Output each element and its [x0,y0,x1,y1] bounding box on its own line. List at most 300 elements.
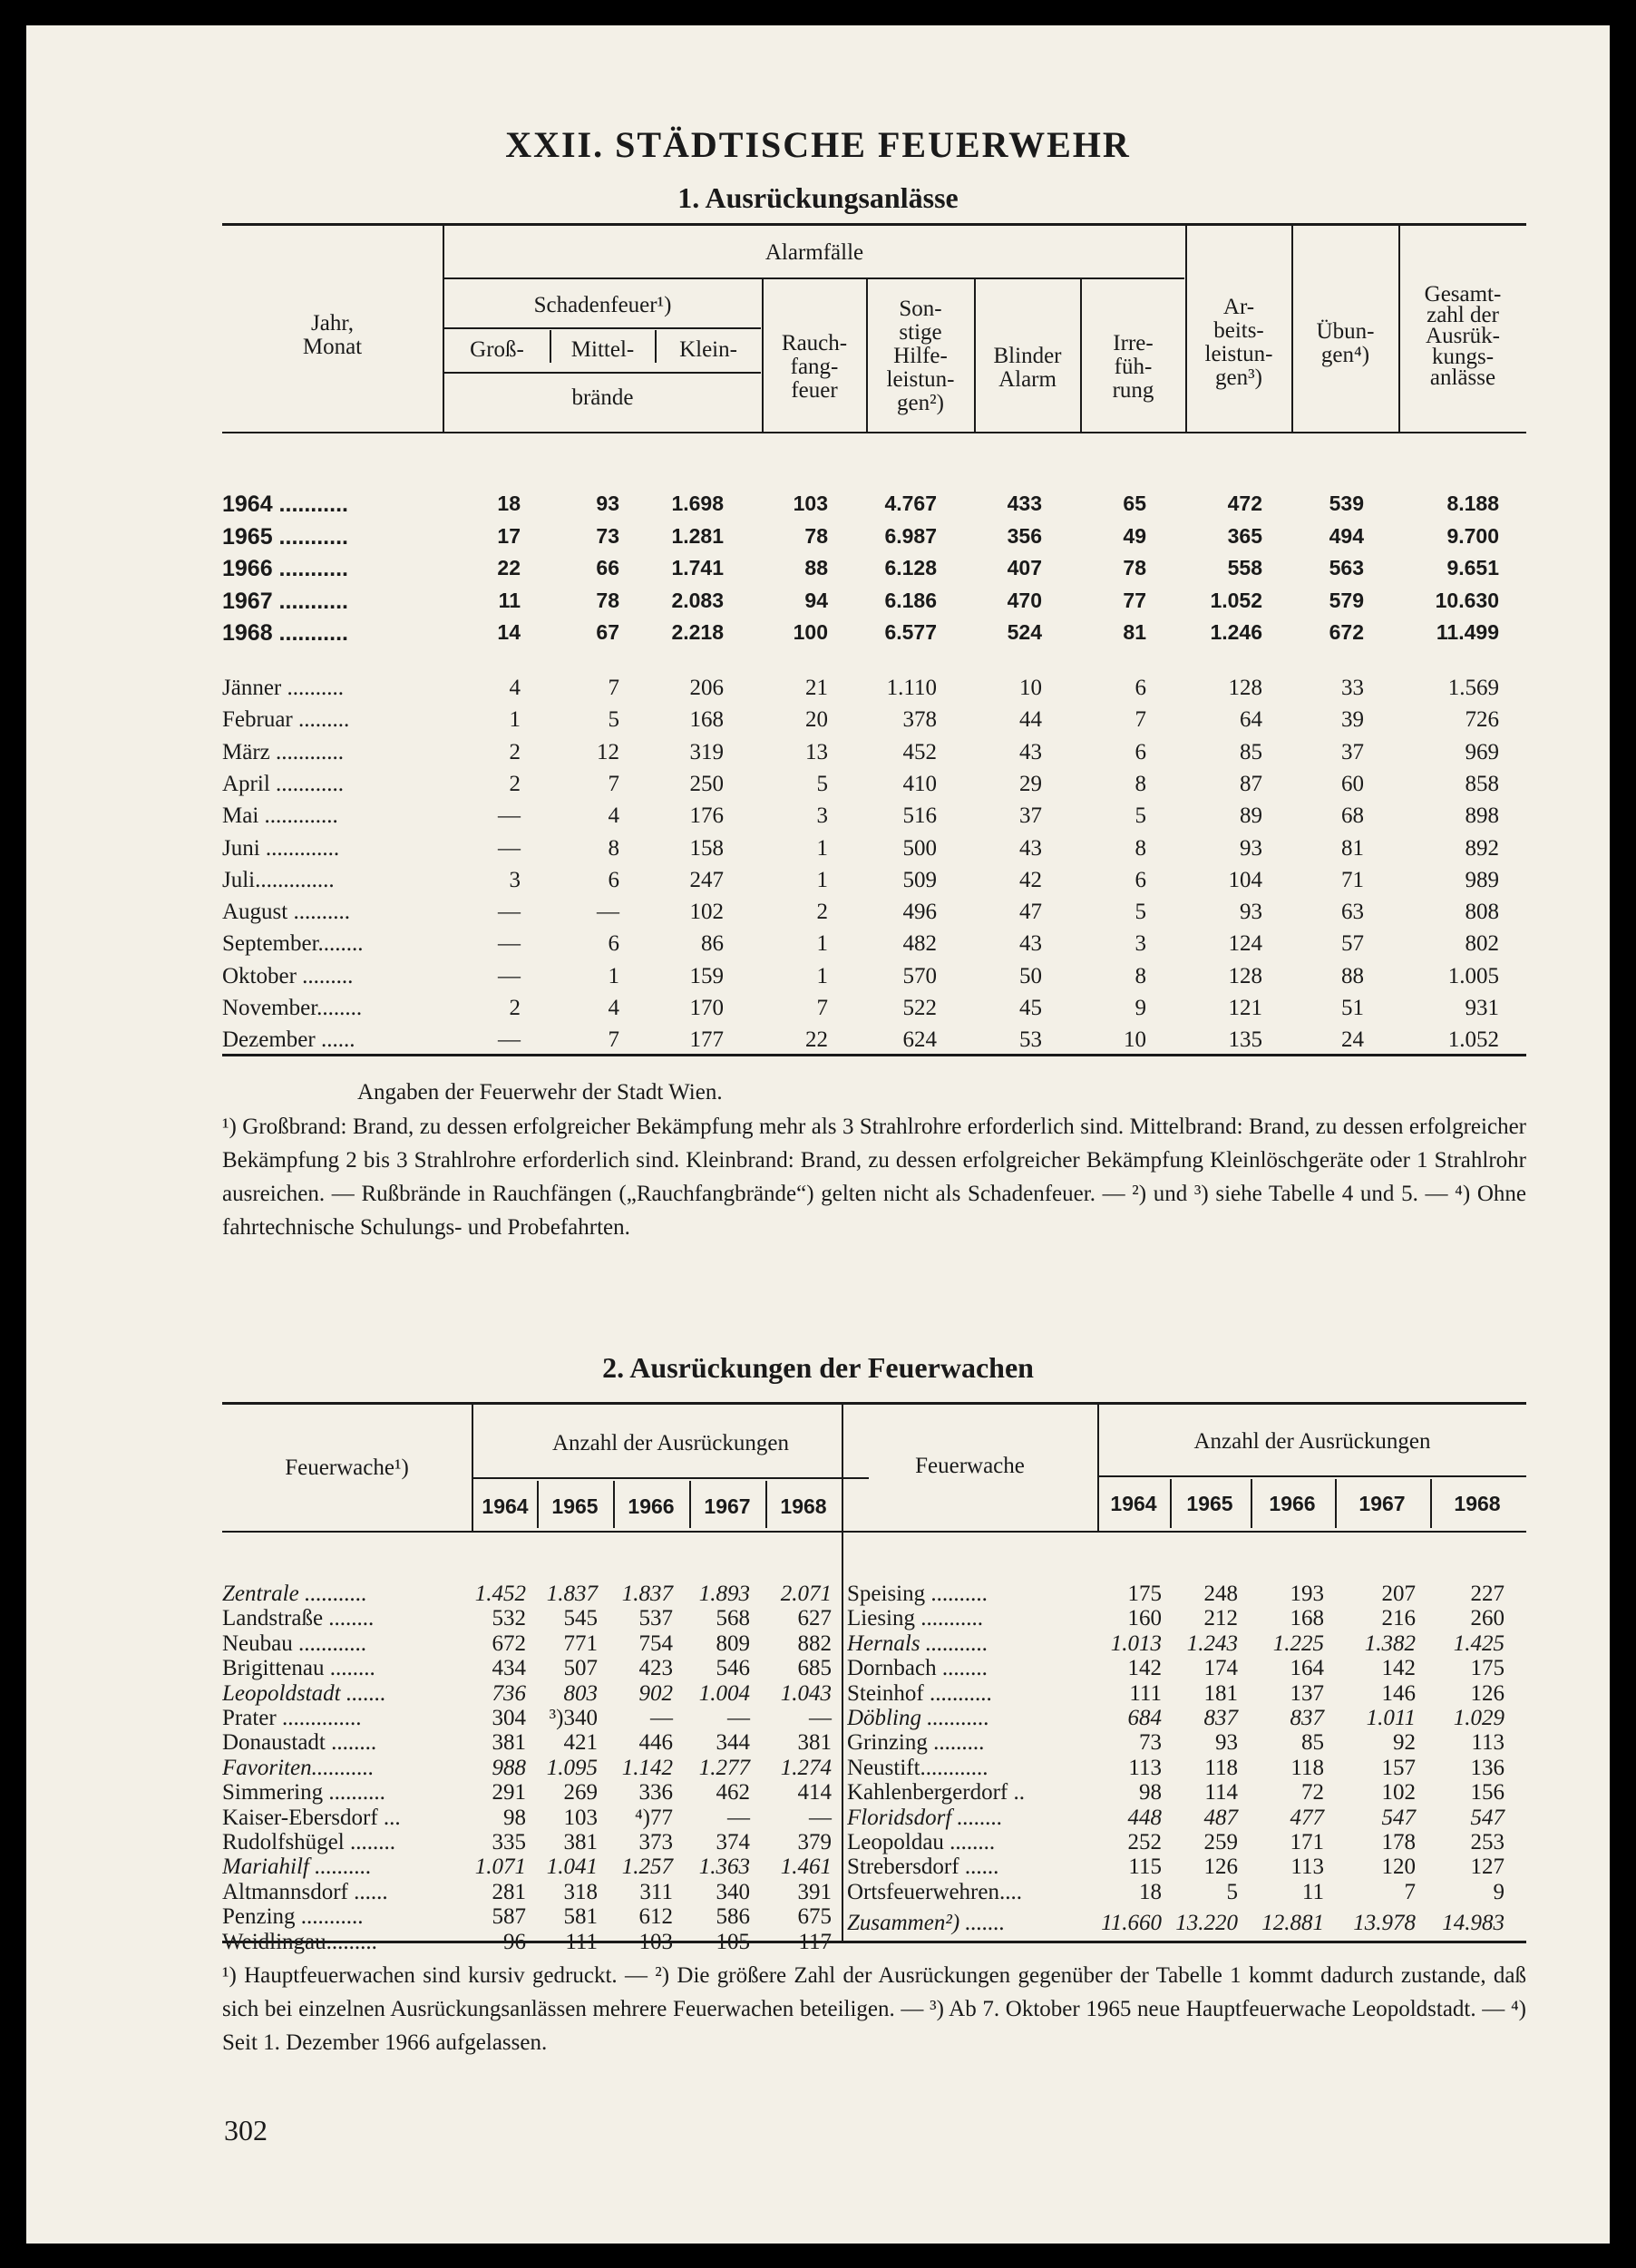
station-row-label: Donaustadt ........ [222,1730,377,1756]
station-row-cell: 581 [563,1904,598,1930]
station-row-cell: 114 [1204,1780,1238,1806]
year-row-cell: 81 [1123,620,1146,644]
year-row-cell: 9.651 [1446,556,1499,579]
station-row-cell: 96 [503,1929,526,1954]
station-row-cell: 5 [1226,1879,1238,1904]
year-row-cell: 88 [804,556,828,579]
station-row-cell: 9 [1493,1879,1505,1904]
table2-right-group-header: Anzahl der Ausrückungen [1193,1429,1431,1454]
header-blinder-alarm: Blinder Alarm [993,344,1062,392]
header-klein: Klein- [679,337,737,362]
month-row-label: Jänner .......... [222,676,344,700]
month-row-cell: 4 [608,803,619,829]
station-row-cell: 73 [1139,1730,1162,1756]
station-row-cell: 181 [1203,1680,1238,1706]
station-row-cell: 391 [797,1879,832,1904]
station-row-cell: 157 [1381,1755,1416,1780]
station-row-label: Liesing ........... [847,1606,983,1631]
table2-right-year-header: 1964 [1110,1492,1157,1515]
month-row-cell: 44 [1019,707,1042,733]
station-row-cell: 809 [716,1630,750,1656]
station-row-cell: 1.425 [1453,1630,1505,1656]
station-row-cell: 146 [1381,1680,1416,1706]
station-row-label: Hernals ........... [847,1630,988,1656]
station-row-cell: 882 [797,1630,832,1656]
month-row-cell: 482 [902,931,937,957]
station-row-cell: 7 [1404,1879,1416,1904]
year-row-cell: 103 [793,492,828,515]
month-row-cell: 6 [1134,739,1146,764]
month-row-cell: 33 [1341,676,1364,700]
year-row-cell: 8.188 [1446,492,1499,515]
year-row-cell: 77 [1123,588,1146,612]
station-row-label: Rudolfshügel ........ [222,1830,395,1854]
month-row-cell: 1.052 [1447,1027,1499,1053]
station-row-label: Brigittenau ........ [222,1656,375,1681]
total-row-cell: 11.660 [1101,1911,1162,1935]
month-row-cell: 12 [597,739,619,764]
station-row-cell: 178 [1381,1830,1416,1854]
table2-title: 2. Ausrückungen der Feuerwachen [602,1351,1034,1384]
header-rauchfangfeuer: Rauch- fang- feuer [781,331,848,403]
month-row-cell: 6 [1134,867,1146,892]
year-row-cell: 49 [1123,523,1146,548]
station-row-cell: 102 [1381,1780,1416,1806]
year-row-cell: 11 [498,588,521,612]
station-row-cell: 1.071 [474,1854,526,1880]
month-row-cell: 158 [689,835,724,861]
month-row-cell: 522 [902,996,937,1020]
month-row-cell: 124 [1228,931,1262,957]
month-row-cell: 128 [1228,676,1262,700]
month-row-cell: 500 [902,835,937,861]
station-row-cell: 902 [638,1680,673,1706]
station-row-cell: 1.893 [698,1582,750,1606]
year-row-cell: 17 [497,523,521,548]
year-row-label: 1964 ........... [222,492,348,517]
month-row-label: April ............ [222,771,345,796]
month-row-cell: 509 [902,867,937,892]
month-row-cell: 2 [816,900,828,925]
station-row-cell: 291 [492,1780,526,1806]
month-row-cell: 29 [1019,771,1042,796]
station-row-cell: 373 [638,1830,673,1854]
month-row-cell: 7 [608,1027,619,1053]
year-row-label: 1968 ........... [222,620,348,646]
station-row-cell: 142 [1381,1656,1416,1681]
month-row-cell: 1.005 [1447,963,1499,988]
header-jahr-monat: Jahr, Monat [302,311,363,359]
month-row-label: Februar ......... [222,707,350,733]
year-row-cell: 365 [1227,523,1262,548]
month-row-cell: 45 [1019,996,1042,1020]
month-row-cell: 93 [1240,835,1262,861]
station-row-cell: 227 [1470,1582,1505,1606]
station-row-cell: — [650,1706,673,1730]
month-row-label: August .......... [222,900,350,925]
station-row-cell: 672 [492,1630,526,1656]
month-row-label: September........ [222,931,364,957]
station-row-cell: 381 [797,1730,832,1756]
month-row-cell: 4 [509,676,521,700]
station-row-cell: 344 [716,1730,750,1756]
station-row-cell: 421 [563,1730,598,1756]
station-row-label: Steinhof ........... [847,1680,992,1706]
month-row-cell: 570 [902,963,937,988]
station-row-cell: 111 [565,1929,598,1954]
station-row-cell: 1.274 [780,1755,832,1780]
month-row-cell: 21 [805,676,828,700]
station-row-cell: 212 [1203,1606,1238,1631]
month-row-cell: 6 [608,931,619,957]
month-row-cell: 1 [509,707,521,733]
station-row-label: Prater .............. [222,1706,362,1730]
year-row-cell: 18 [497,492,521,515]
station-row-cell: 532 [492,1606,526,1631]
table2-footnote: ¹) Hauptfeuerwachen sind kursiv gedruckt. — ²) Die größere Zahl der Ausrückungen gegenüber der Tabelle 1 kommt dadurch zustande, daß sich bei einzelnen Ausrückungsanlässen mehrere Feuerwachen beteiligen. — ³) Ab 7. Oktober 1965 neue Hauptfeuerwache Leopoldstadt. — ⁴) Seit 1. Dezember 1966 aufgelassen. [222,1963,1526,2055]
year-row-cell: 433 [1007,492,1042,515]
month-row-cell: 43 [1019,931,1042,957]
station-row-cell: 136 [1470,1755,1505,1780]
month-row-cell: 1 [816,963,828,988]
month-row-cell: 57 [1341,931,1364,957]
month-row-cell: — [597,900,619,925]
month-row-cell: 47 [1019,900,1042,925]
total-row-cell: 13.978 [1353,1911,1416,1935]
station-row-cell: 118 [1204,1755,1238,1780]
station-row-cell: 117 [798,1929,832,1954]
total-row-cell: 13.220 [1175,1911,1238,1935]
year-row-cell: 9.700 [1446,523,1499,548]
station-row-label: Favoriten........... [222,1755,375,1780]
year-row-cell: 78 [596,588,619,612]
month-row-cell: 1 [816,835,828,861]
month-row-cell: 37 [1019,803,1042,829]
station-row-cell: 1.013 [1110,1630,1162,1656]
station-row-cell: 98 [503,1805,526,1830]
station-row-cell: 142 [1127,1656,1162,1681]
station-row-cell: 423 [638,1656,673,1681]
station-row-cell: 537 [638,1606,673,1631]
station-row-cell: 1.043 [780,1680,832,1706]
month-row-cell: 8 [1134,835,1146,861]
station-row-label: Neubau ............ [222,1630,366,1656]
station-row-cell: 98 [1139,1780,1162,1806]
station-row-cell: 837 [1203,1706,1238,1730]
station-row-cell: 304 [492,1706,526,1730]
station-row-cell: 1.142 [621,1755,673,1780]
month-row-cell: 5 [608,707,619,733]
station-row-label: Landstraße ........ [222,1606,375,1631]
station-row-cell: 1.363 [698,1854,750,1880]
station-row-cell: 1.243 [1186,1630,1238,1656]
year-row-cell: 66 [596,556,619,579]
year-row-cell: 539 [1329,492,1364,515]
year-row-cell: 407 [1007,556,1042,579]
month-row-cell: 6 [608,867,619,892]
month-row-cell: 71 [1341,867,1364,892]
table2-right-year-header: 1966 [1269,1492,1316,1515]
month-row-cell: 726 [1465,707,1499,733]
station-row-cell: 1.257 [621,1854,673,1880]
station-row-label: Kahlenbergerdorf .. [847,1780,1025,1806]
station-row-cell: 684 [1127,1706,1162,1730]
month-row-cell: 63 [1341,900,1364,925]
header-alarmfaelle: Alarmfälle [764,240,864,265]
station-row-cell: 434 [492,1656,526,1681]
station-row-cell: 446 [638,1730,673,1756]
page-number: 302 [224,2114,268,2146]
station-row-cell: 126 [1470,1680,1505,1706]
station-row-label: Mariahilf .......... [222,1854,372,1880]
station-row-cell: 85 [1301,1730,1324,1756]
month-row-label: Mai ............. [222,803,338,829]
month-row-label: Oktober ......... [222,963,354,988]
year-row-cell: 67 [596,620,619,644]
station-row-cell: 216 [1381,1606,1416,1631]
month-row-cell: 247 [689,867,724,892]
year-row-cell: 6.186 [884,588,937,612]
station-row-cell: 381 [492,1730,526,1756]
station-row-cell: 193 [1290,1582,1324,1606]
station-row-cell: 771 [563,1630,598,1656]
month-row-label: November........ [222,996,363,1020]
month-row-cell: 6 [1134,676,1146,700]
station-row-cell: 2.071 [780,1582,832,1606]
year-row-cell: 1.741 [671,556,724,579]
year-row-label: 1966 ........... [222,556,348,581]
month-row-cell: — [498,963,521,988]
station-row-cell: 175 [1127,1582,1162,1606]
year-row-cell: 65 [1123,492,1146,515]
station-row-label: Ortsfeuerwehren.... [847,1879,1022,1904]
month-row-label: Juli.............. [222,867,335,892]
month-row-cell: 4 [608,996,619,1020]
header-sonstige-hilfeleistungen: Son- stige Hilfe- leistun- gen²) [886,297,955,415]
month-row-cell: 1.110 [886,676,937,700]
station-row-cell: 340 [716,1879,750,1904]
month-row-cell: 87 [1240,771,1262,796]
month-row-cell: 68 [1341,803,1364,829]
year-row-cell: 470 [1007,588,1042,612]
station-row-label: Altmannsdorf ...... [222,1879,388,1904]
station-row-label: Döbling ........... [847,1706,989,1730]
month-row-cell: 7 [608,771,619,796]
year-row-cell: 1.281 [671,523,724,548]
station-row-cell: 545 [563,1606,598,1631]
month-row-cell: 22 [805,1027,828,1053]
month-row-cell: 7 [816,996,828,1020]
year-row-cell: 100 [793,620,828,644]
table2-right-year-header: 1967 [1358,1492,1406,1515]
station-row-cell: 171 [1290,1830,1324,1854]
month-row-cell: 176 [689,803,724,829]
station-row-cell: 253 [1470,1830,1505,1854]
station-row-cell: 803 [563,1680,598,1706]
header-irrefuehrung: Irre- füh- rung [1112,331,1154,403]
year-row-cell: 1.246 [1210,620,1262,644]
station-row-cell: 207 [1381,1582,1416,1606]
year-row-cell: 11.499 [1436,620,1499,644]
month-row-cell: 121 [1228,996,1262,1020]
station-row-cell: 1.277 [698,1755,750,1780]
station-row-cell: 113 [1290,1854,1324,1880]
month-row-cell: 206 [689,676,724,700]
month-row-cell: 3 [509,867,521,892]
month-row-cell: 898 [1465,803,1499,829]
station-row-cell: 1.029 [1453,1706,1505,1730]
month-row-cell: 319 [689,739,724,764]
station-row-cell: 736 [492,1680,526,1706]
header-mittel: Mittel- [570,337,635,362]
year-row-cell: 472 [1227,492,1262,515]
month-row-cell: — [498,900,521,925]
station-row-cell: 675 [797,1904,832,1930]
month-row-cell: 250 [689,771,724,796]
year-row-cell: 6.128 [884,556,937,579]
year-row-cell: 672 [1329,620,1364,644]
station-row-label: Strebersdorf ...... [847,1854,999,1880]
year-row-cell: 93 [596,492,619,515]
station-row-label: Dornbach ........ [847,1656,988,1681]
month-row-cell: 969 [1465,739,1499,764]
station-row-cell: 111 [1129,1680,1162,1706]
station-row-label: Neustift............ [847,1755,988,1780]
station-row-cell: 1.004 [698,1680,750,1706]
station-row-cell: 1.461 [780,1854,832,1880]
month-row-cell: 43 [1019,739,1042,764]
total-row-cell: 14.983 [1442,1911,1505,1935]
station-row-cell: 18 [1139,1879,1162,1904]
station-row-cell: 381 [563,1830,598,1854]
month-row-cell: 892 [1465,835,1499,861]
header-uebungen: Übun- gen⁴) [1316,319,1375,367]
month-row-cell: — [498,1027,521,1053]
station-row-cell: 105 [716,1929,750,1954]
total-row-label: Zusammen²) ....... [847,1911,1006,1935]
month-row-cell: 624 [902,1027,937,1053]
header-gross: Groß- [470,337,524,362]
month-row-cell: 496 [902,900,937,925]
station-row-cell: 685 [797,1656,832,1681]
month-row-cell: — [498,931,521,957]
month-row-cell: 9 [1134,996,1146,1020]
document-page [26,25,1610,2244]
month-row-cell: 802 [1465,931,1499,957]
total-row-cell: 12.881 [1261,1911,1324,1935]
station-row-cell: 113 [1128,1755,1162,1780]
station-row-label: Leopoldstadt ....... [222,1680,386,1706]
station-row-cell: 115 [1128,1854,1162,1880]
station-row-cell: 754 [638,1630,673,1656]
station-row-cell: 546 [716,1656,750,1681]
station-row-cell: 1.837 [546,1582,598,1606]
month-row-cell: 8 [608,835,619,861]
month-row-cell: 378 [902,707,937,733]
station-row-cell: 1.837 [621,1582,673,1606]
station-row-cell: 311 [639,1879,673,1904]
month-row-cell: 104 [1228,867,1262,892]
station-row-cell: 168 [1290,1606,1324,1631]
station-row-cell: 120 [1381,1854,1416,1880]
year-row-cell: 10.630 [1435,588,1499,612]
year-row-cell: 78 [1123,556,1146,579]
station-row-cell: 477 [1290,1805,1324,1830]
year-row-cell: 2.083 [671,588,724,612]
station-row-cell: 1.382 [1364,1630,1416,1656]
month-row-cell: — [498,803,521,829]
station-row-cell: 568 [716,1606,750,1631]
station-row-cell: 103 [638,1929,673,1954]
table2-right-year-header: 1965 [1186,1492,1233,1515]
year-row-cell: 558 [1227,556,1262,579]
station-row-cell: — [809,1805,832,1830]
month-row-cell: 1.569 [1447,676,1499,700]
station-row-cell: 248 [1203,1582,1238,1606]
table1-footnote: ¹) Großbrand: Brand, zu dessen erfolgreicher Bekämpfung mehr als 3 Strahlrohre erforderlich sind. Mittelbrand: Brand, zu dessen erfolgreicher Bekämpfung 2 bis 3 Strahlrohre erforderlich sind. Kleinbrand: Brand, zu dessen erfolgreicher Bekämpfung Kleinlöschgeräte oder 1 Strahlrohr ausreichen. — Rußbrände in Rauchfängen („Rauchfangbrände“) gelten nicht als Schadenfeuer. — ²) und ³) siehe Tabelle 4 und 5. — ⁴) Ohne fahrtechnische Schulungs- und Probefahrten. [222,1115,1526,1240]
header-arbeitsleistungen: Ar- beits- leistun- gen³) [1204,295,1273,390]
month-row-cell: 1 [816,867,828,892]
station-row-cell: 156 [1470,1780,1505,1806]
month-row-label: März ............ [222,739,344,764]
month-row-cell: 3 [816,803,828,829]
month-row-cell: 10 [1019,676,1042,700]
month-row-cell: 177 [689,1027,724,1053]
month-row-cell: 7 [608,676,619,700]
station-row-cell: 379 [797,1830,832,1854]
year-row-cell: 6.987 [884,523,937,548]
table1-source: Angaben der Feuerwehr der Stadt Wien. [357,1080,723,1105]
station-row-label: Grinzing ......... [847,1730,985,1756]
station-row-label: Speising .......... [847,1582,988,1606]
station-row-cell: 137 [1290,1680,1324,1706]
month-row-label: Dezember ...... [222,1027,355,1053]
month-row-cell: 989 [1465,867,1499,892]
station-row-cell: 318 [563,1879,598,1904]
station-row-cell: 448 [1127,1805,1162,1830]
station-row-label: Kaiser-Ebersdorf ... [222,1805,401,1830]
month-row-cell: 410 [902,771,937,796]
year-row-label: 1965 ........... [222,523,348,550]
station-row-label: Floridsdorf ........ [847,1805,1003,1830]
year-row-cell: 22 [497,556,521,579]
year-row-cell: 1.052 [1210,588,1262,612]
month-row-cell: 81 [1341,835,1364,861]
month-row-cell: 64 [1240,707,1262,733]
table2-right-header: Feuerwache [915,1454,1025,1478]
month-row-cell: 10 [1124,1027,1146,1053]
station-row-cell: 462 [716,1780,750,1806]
month-row-cell: 43 [1019,835,1042,861]
month-row-cell: 13 [805,739,828,764]
station-row-cell: 113 [1471,1730,1505,1756]
station-row-cell: 336 [638,1780,673,1806]
station-row-cell: 93 [1215,1730,1238,1756]
station-row-cell: 259 [1203,1830,1238,1854]
table2-left-group-header: Anzahl der Ausrückungen [551,1431,790,1455]
month-row-cell: 7 [1134,707,1146,733]
station-row-label: Leopoldau ........ [847,1830,996,1854]
year-row-cell: 2.218 [671,620,724,644]
month-row-cell: 2 [509,996,521,1020]
month-row-cell: 1 [816,931,828,957]
header-braende: brände [571,385,634,410]
station-row-cell: 1.452 [474,1582,526,1606]
year-row-cell: 94 [804,588,828,612]
station-row-cell: 374 [716,1830,750,1854]
year-row-cell: 14 [497,620,521,644]
station-row-cell: ⁴)77 [634,1805,673,1830]
